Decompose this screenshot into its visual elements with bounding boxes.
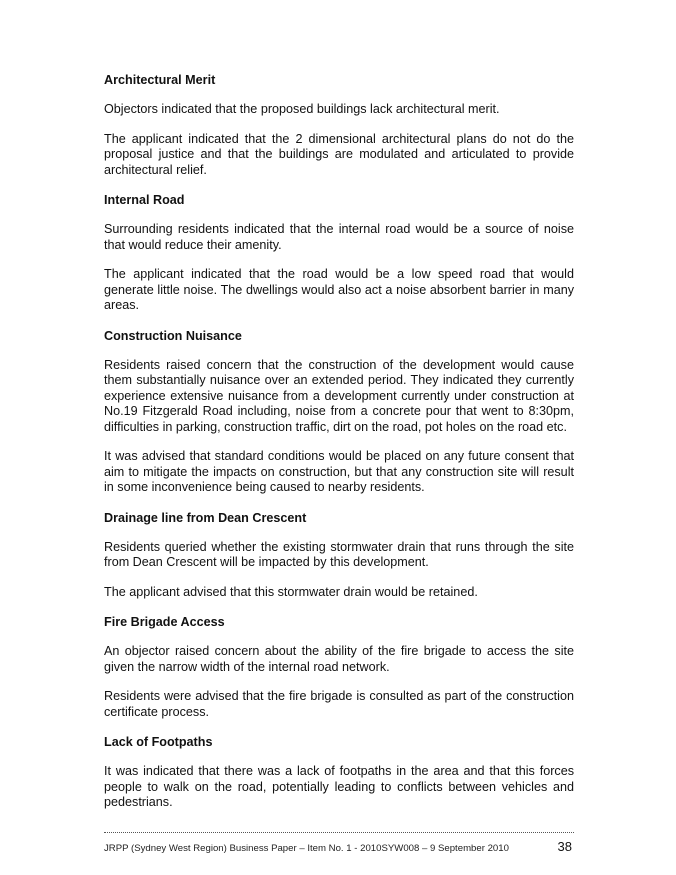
section-internal-road	[104, 192, 574, 314]
page-footer	[104, 832, 574, 854]
paragraph: The applicant advised that this stormwater drain would be retained.	[104, 584, 478, 599]
section-architectural-merit	[104, 72, 574, 178]
paragraph: Residents queried whether the existing stormwater drain that runs through the site from Dean Crescent will be impacted by this development.	[104, 539, 574, 569]
paragraph: It was advised that standard conditions would be placed on any future consent that aim to mitigate the impacts on construction, but that any construction site will result in some inconvenience being caused to nearby residents.	[104, 449, 574, 494]
section-heading: Internal Road	[104, 193, 185, 207]
section-heading: Lack of Footpaths	[104, 735, 213, 749]
section-heading: Drainage line from Dean Crescent	[104, 510, 307, 525]
paragraph: The applicant indicated that the 2 dimensional architectural plans do not do the proposal justice and that the buildings are modulated and articulated to provide architectural relief.	[104, 131, 574, 177]
section-fire-brigade-access	[104, 614, 574, 720]
section-heading: Fire Brigade Access	[104, 615, 225, 629]
footer-text: JRPP (Sydney West Region) Business Paper – Item No. 1 - 2010SYW008 – 9 September 2010	[104, 843, 509, 854]
page-number: 38	[557, 839, 572, 854]
section-heading: Architectural Merit	[104, 73, 216, 87]
section-drainage-line	[104, 510, 574, 601]
paragraph: Objectors indicated that the proposed buildings lack architectural merit.	[104, 102, 500, 116]
section-heading: Construction Nuisance	[104, 328, 242, 343]
section-lack-of-footpaths	[104, 734, 574, 811]
paragraph: Residents were advised that the fire brigade is consulted as part of the construction certificate process.	[104, 689, 574, 719]
document-body	[104, 72, 574, 825]
paragraph: The applicant indicated that the road would be a low speed road that would generate little noise. The dwellings would also act a noise absorbent barrier in many areas.	[104, 267, 574, 312]
paragraph: An objector raised concern about the ability of the fire brigade to access the site given the narrow width of the internal road network.	[104, 644, 574, 674]
paragraph: Surrounding residents indicated that the internal road would be a source of noise that would reduce their amenity.	[104, 222, 574, 252]
section-construction-nuisance	[104, 328, 574, 496]
paragraph: Residents raised concern that the construction of the development would cause them substantially nuisance over an extended period. They indicated they currently experience extensive nuisance from a development currently under construction at No.19 Fitzgerald Road including, noise from a concrete pour that went to 8:30pm, difficulties in parking, construction traffic, dirt on the road, pot holes on the road etc.	[104, 357, 574, 434]
paragraph: It was indicated that there was a lack of footpaths in the area and that this forces people to walk on the road, potentially leading to conflicts between vehicles and pedestrians.	[104, 764, 574, 809]
